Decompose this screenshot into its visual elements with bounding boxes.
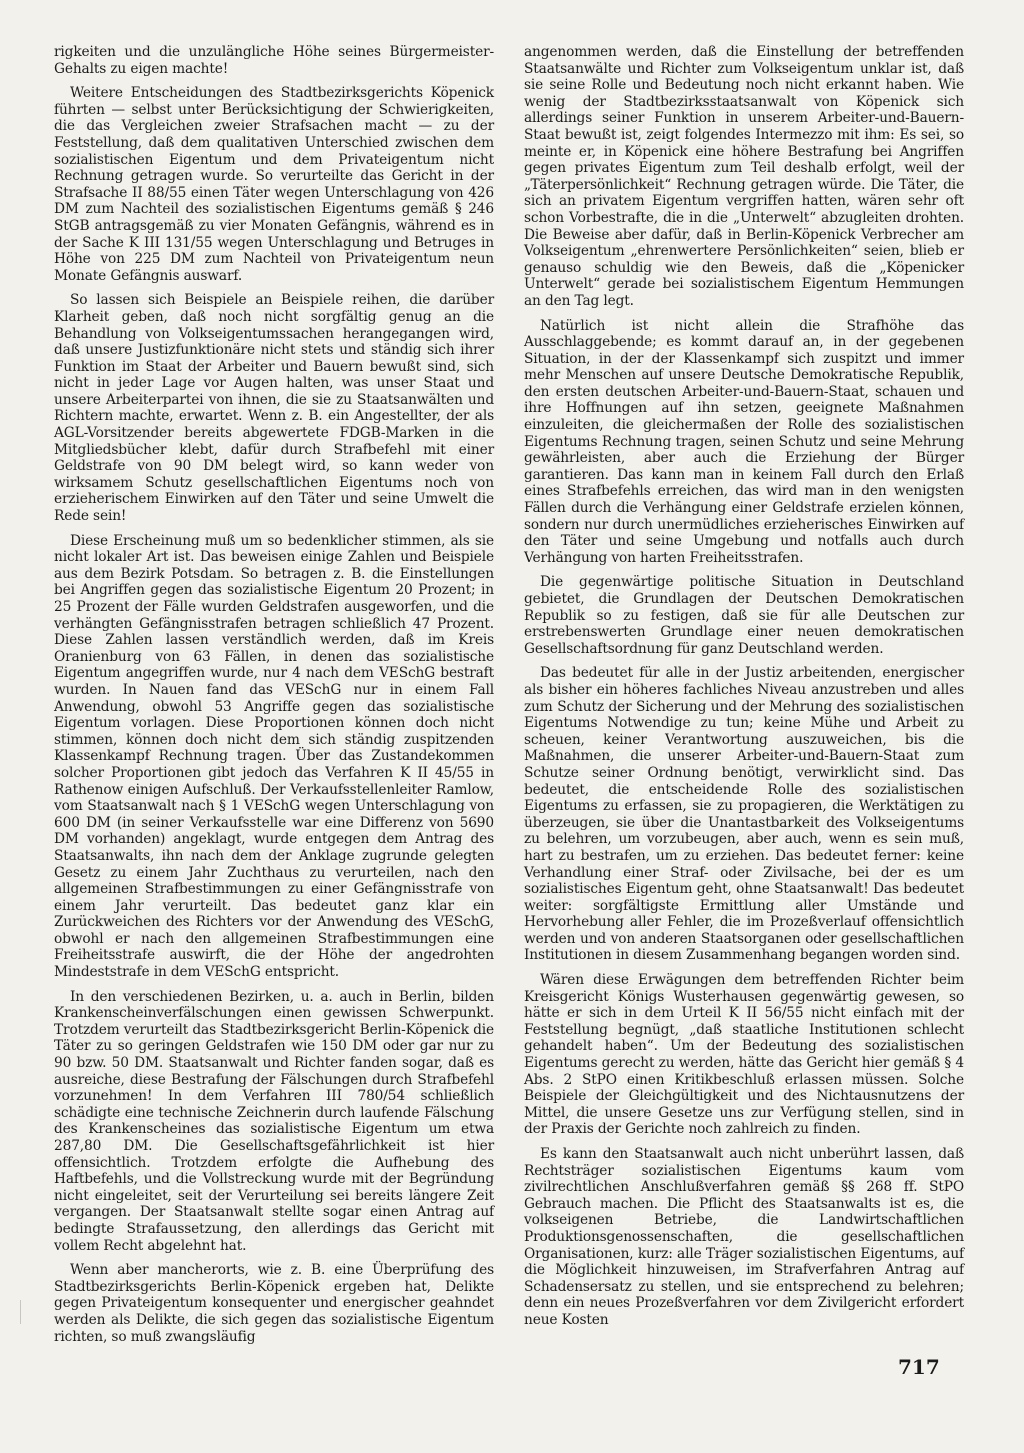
paragraph: Wenn aber mancherorts, wie z. B. eine Überprüfung des Stadtbezirksgerichts Berlin-Köpenick ergeben hat, Delikte gegen Privateigentum konsequenter und energischer geahndet werden als Delikte, die sich gegen das sozialistische Eigentum richten, so muß zwangsläufig bbox=[54, 1262, 494, 1345]
paragraph: So lassen sich Beispiele an Beispiele reihen, die darüber Klarheit geben, daß noch nicht sorgfältig genug an die Behandlung von Volkseigentumssachen herangegangen wird, daß unsere Justizfunktionäre nicht stets und ständig sich ihrer Funktion im Staat der Arbeiter und Bauern bewußt sind, sich nicht in jeder Lage vor Augen halten, was unser Staat und unsere Arbeiterpartei von ihnen, die sie zu Staatsanwälten und Richtern machte, erwartet. Wenn z. B. ein Angestellter, der als AGL-Vorsitzender bereits abgewertete FDGB-Marken in die Mitgliedsbücher klebt, dafür durch Strafbefehl mit einer Geldstrafe von 90 DM belegt wird, so kann weder von wirksamem Schutz gesellschaftlichen Eigentums noch von erzieherischem Einwirken auf den Täter und seine Umwelt die Rede sein! bbox=[54, 292, 494, 525]
paragraph: In den verschiedenen Bezirken, u. a. auch in Berlin, bilden Krankenscheinverfälschungen einen gewissen Schwerpunkt. Trotzdem verurteilt das Stadtbezirksgericht Berlin-Köpenick die Täter zu so geringen Geldstrafen wie 150 DM oder gar nur zu 90 bzw. 50 DM. Staatsanwalt und Richter fanden sogar, daß es ausreiche, diese Bestrafung der Fälschungen durch Strafbefehl vorzunehmen! In dem Verfahren III 780/54 schließlich schädigte eine technische Zeichnerin durch laufende Fälschung des Krankenscheines das sozialistische Eigentum um etwa 287,80 DM. Die Gesellschaftsgefährlichkeit ist hier offensichtlich. Trotzdem erfolgte die Aufhebung des Haftbefehls, und die Vollstreckung wurde mit der Begründung nicht eingeleitet, seit der Verurteilung sei bereits längere Zeit vergangen. Der Staatsanwalt stellte sogar einen Antrag auf bedingte Strafaussetzung, den allerdings das Gericht mit vollem Recht abgelehnt hat. bbox=[54, 988, 494, 1254]
paragraph: rigkeiten und die unzulängliche Höhe seines Bürgermeister-Gehalts zu eigen machte! bbox=[54, 44, 494, 77]
left-column bbox=[54, 44, 494, 1353]
right-column bbox=[524, 44, 964, 1337]
paragraph: Die gegenwärtige politische Situation in Deutschland gebietet, die Grundlagen der Deutschen Demokratischen Republik so zu festigen, daß sie für alle Deutschen zur erstrebenswerten Grundlage einer neuen demokratischen Gesellschaftsordnung für ganz Deutschland werden. bbox=[524, 574, 964, 657]
paragraph: Natürlich ist nicht allein die Strafhöhe das Ausschlaggebende; es kommt darauf an, in der gegebenen Situation, in der der Klassenkampf sich zuspitzt und immer mehr Menschen auf unsere Deutsche Demokratische Republik, den ersten deutschen Arbeiter-und-Bauern-Staat, schauen und ihre Hoffnungen auf ihn setzen, geeignete Maßnahmen einzuleiten, die gleichermaßen der Rolle des sozialistischen Eigentums Rechnung tragen, seinen Schutz und seine Mehrung gewährleisten, aber auch die Erziehung der Bürger garantieren. Das kann man in keinem Fall durch den Erlaß eines Strafbefehls erreichen, das wird man in den wenigsten Fällen durch die Verhängung einer Geldstrafe erzielen können, sondern nur durch unermüdliches erzieherisches Einwirken auf den Täter und seine Umgebung und notfalls auch durch Verhängung von harten Freiheitsstrafen. bbox=[524, 317, 964, 566]
paragraph: angenommen werden, daß die Einstellung der betreffenden Staatsanwälte und Richter zum Volkseigentum unklar ist, daß sie seine Rolle und Bedeutung noch nicht erkannt haben. Wie wenig der Stadtbezirksstaatsanwalt von Köpenick sich allerdings seiner Funktion in unserem Arbeiter-und-Bauern-Staat bewußt ist, zeigt folgendes Intermezzo mit ihm: Es sei, so meinte er, in Köpenick eine höhere Bestrafung bei Angriffen gegen privates Eigentum zum Teil deshalb erfolgt, weil der „Täterpersönlichkeit“ Rechnung getragen würde. Die Täter, die sich an privatem Eigentum vergriffen hatten, wären sehr oft schon Vorbestrafte, die in die „Unterwelt“ abzugleiten drohten. Die Beweise aber dafür, daß in Berlin-Köpenick Verbrecher am Volkseigentum „ehrenwertere Persönlichkeiten“ seien, blieb er genauso schuldig wie den Beweis, daß die „Köpenicker Unterwelt“ gerade bei sozialistischem Eigentum Hemmungen an den Tag legt. bbox=[524, 44, 964, 309]
paragraph: Das bedeutet für alle in der Justiz arbeitenden, energischer als bisher ein höheres fachliches Niveau anzustreben und alles zum Schutz der Sicherung und der Mehrung des sozialistischen Eigentums Notwendige zu tun; keine Mühe und Arbeit zu scheuen, keiner Verantwortung auszuweichen, bis die Maßnahmen, die unserer Arbeiter-und-Bauern-Staat zum Schutze seiner Ordnung benötigt, verwirklicht sind. Das bedeutet, die entscheidende Rolle des sozialistischen Eigentums zu erfassen, sie zu propagieren, die Werktätigen zu überzeugen, sie über die Unantastbarkeit des Volkseigentums zu belehren, um vorzubeugen, aber auch, wenn es sein muß, hart zu bestrafen, um zu erziehen. Das bedeutet ferner: keine Verhandlung einer Straf- oder Zivilsache, bei der es um sozialistisches Eigentum geht, ohne Staatsanwalt! Das bedeutet weiter: sorgfältigste Ermittlung aller Umstände und Hervorhebung aller Fehler, die im Prozeßverlauf offensichtlich werden und von anderen Staatsorganen oder gesellschaftlichen Institutionen in diesem Zusammenhang begangen worden sind. bbox=[524, 665, 964, 964]
paragraph: Es kann den Staatsanwalt auch nicht unberührt lassen, daß Rechtsträger sozialistischen Eigentums kaum vom zivilrechtlichen Anschlußverfahren gemäß §§ 268 ff. StPO Gebrauch machen. Die Pflicht des Staatsanwalts ist es, die volkseigenen Betriebe, die Landwirtschaftlichen Produktionsgenossenschaften, die gesellschaftlichen Organisationen, kurz: alle Träger sozialistischen Eigentums, auf die Möglichkeit hinzuweisen, im Strafverfahren Antrag auf Schadensersatz zu stellen, und sie entsprechend zu belehren; denn ein neues Prozeßverfahren vor dem Zivilgericht erfordert neue Kosten bbox=[524, 1146, 964, 1328]
paragraph: Wären diese Erwägungen dem betreffenden Richter beim Kreisgericht Königs Wusterhausen gegenwärtig gewesen, so hätte er sich in dem Urteil K II 56/55 nicht einfach mit der Feststellung begnügt, „daß staatliche Institutionen schlecht gehandelt haben“. Um der Bedeutung des sozialistischen Eigentums gerecht zu werden, hätte das Gericht hier gemäß § 4 Abs. 2 StPO einen Kritikbeschluß erlassen müssen. Solche Beispiele der Gleichgültigkeit und des Nichtausnutzens der Mittel, die unsere Gesetze uns zur Verfügung stellen, sind in der Praxis der Gerichte noch zahlreich zu finden. bbox=[524, 972, 964, 1138]
scan-edge-mark bbox=[20, 1300, 21, 1324]
paragraph: Weitere Entscheidungen des Stadtbezirksgerichts Köpenick führten — selbst unter Berücksichtigung der Schwierigkeiten, die das Vergleichen zweier Strafsachen macht — zu der Feststellung, daß dem qualitativen Unterschied zwischen dem sozialistischen Eigentum und dem Privateigentum nicht Rechnung getragen wurde. So verurteilte das Gericht in der Strafsache II 88/55 einen Täter wegen Unterschlagung von 426 DM zum Nachteil des sozialistischen Eigentums gemäß § 246 StGB antragsgemäß zu vier Monaten Gefängnis, während es in der Sache K III 131/55 wegen Unterschlagung und Betruges in Höhe von 225 DM zum Nachteil von Privateigentum neun Monate Gefängnis auswarf. bbox=[54, 85, 494, 284]
paragraph: Diese Erscheinung muß um so bedenklicher stimmen, als sie nicht lokaler Art ist. Das beweisen einige Zahlen und Beispiele aus dem Bezirk Potsdam. So betragen z. B. die Einstellungen bei Angriffen gegen das sozialistische Eigentum 20 Prozent; in 25 Prozent der Fälle wurden Geldstrafen ausgeworfen, und die verhängten Gefängnisstrafen betragen schließlich 47 Prozent. Diese Zahlen lassen verständlich werden, daß im Kreis Oranienburg von 63 Fällen, in denen das sozialistische Eigentum angegriffen wurde, nur 4 nach dem VESchG bestraft wurden. In Nauen fand das VESchG nur in einem Fall Anwendung, obwohl 53 Angriffe gegen das sozialistische Eigentum vorlagen. Diese Proportionen können doch nicht stimmen, können doch nicht dem sich ständig zuspitzenden Klassenkampf Rechnung tragen. Über das Zustandekommen solcher Proportionen gibt jedoch das Verfahren K II 45/55 in Rathenow einigen Aufschluß. Der Verkaufsstellenleiter Ramlow, vom Staatsanwalt nach § 1 VESchG wegen Unterschlagung von 600 DM (in seiner Verkaufsstelle war eine Differenz von 5690 DM vorhanden) angeklagt, wurde entgegen dem Antrag des Staatsanwalts, ihn nach dem der Anklage zugrunde gelegten Gesetz zu einem Jahr Zuchthaus zu verurteilen, nach den allgemeinen Strafbestimmungen zu einer Gefängnisstrafe von einem Jahr verurteilt. Das bedeutet ganz klar ein Zurückweichen des Richters vor der Anwendung des VESchG, obwohl er nach den allgemeinen Strafbestimmungen eine Freiheitsstrafe auswirft, die der Höhe der angedrohten Mindeststrafe in dem VESchG entspricht. bbox=[54, 532, 494, 981]
page-number: 717 bbox=[898, 1355, 940, 1379]
